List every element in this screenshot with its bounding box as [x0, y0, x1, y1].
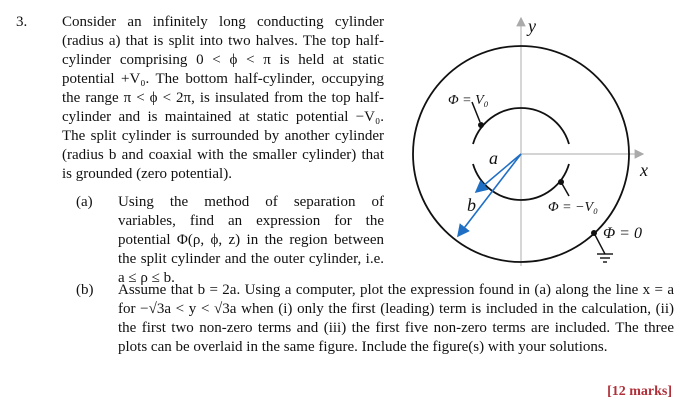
outer-potential-label: Φ = 0: [603, 225, 642, 242]
part-b-label: (b): [76, 282, 94, 298]
part-a-text: Using the method of separation of variables, find an expression for the potential Φ(ρ, ϕ, z) in the region between the split cylinder and the outer cylinder, i.e. a ≤ ρ ≤ b.: [118, 194, 384, 286]
radius-a-arrow: [476, 154, 521, 192]
question-intro: Consider an infinitely long conducting cylinder (radius a) that is split into two halves. The top half-cylinder comprising 0 < ϕ < π is held at static potential +V₀. The bottom half-cylinder, occupying the range π < ϕ < 2π, is insulated from the top half-cylinder and is maintained at static potential −V₀. The split cylinder is surrounded by another cylinder (radius b and coaxial with the smaller cylinder) that is grounded (zero potential).: [62, 14, 384, 182]
part-b-text: Assume that b = 2a. Using a computer, plot the expression found in (a) along the line x = a for −√3a < y < √3a when (i) only the first (leading) term is included in the calculation, (ii) the first two non-zero terms and (iii) the first five non-zero terms are included. The three plots can be overlaid in the same figure. Include the figure(s) with your solutions.: [118, 282, 674, 355]
cylinder-diagram: [395, 6, 685, 281]
top-contact-dot: [478, 122, 484, 128]
part-a-label: (a): [76, 194, 93, 210]
y-axis-label: y: [528, 16, 536, 36]
x-axis-label: x: [640, 160, 648, 180]
top-potential-label: Φ = V₀: [448, 93, 489, 108]
bottom-potential-label: Φ = −V₀: [548, 200, 598, 215]
marks-label: [12 marks]: [607, 384, 672, 399]
question-number: 3.: [16, 14, 28, 30]
inner-radius-label: a: [489, 148, 498, 168]
bottom-contact-dot: [558, 179, 564, 185]
outer-radius-label: b: [467, 195, 476, 215]
